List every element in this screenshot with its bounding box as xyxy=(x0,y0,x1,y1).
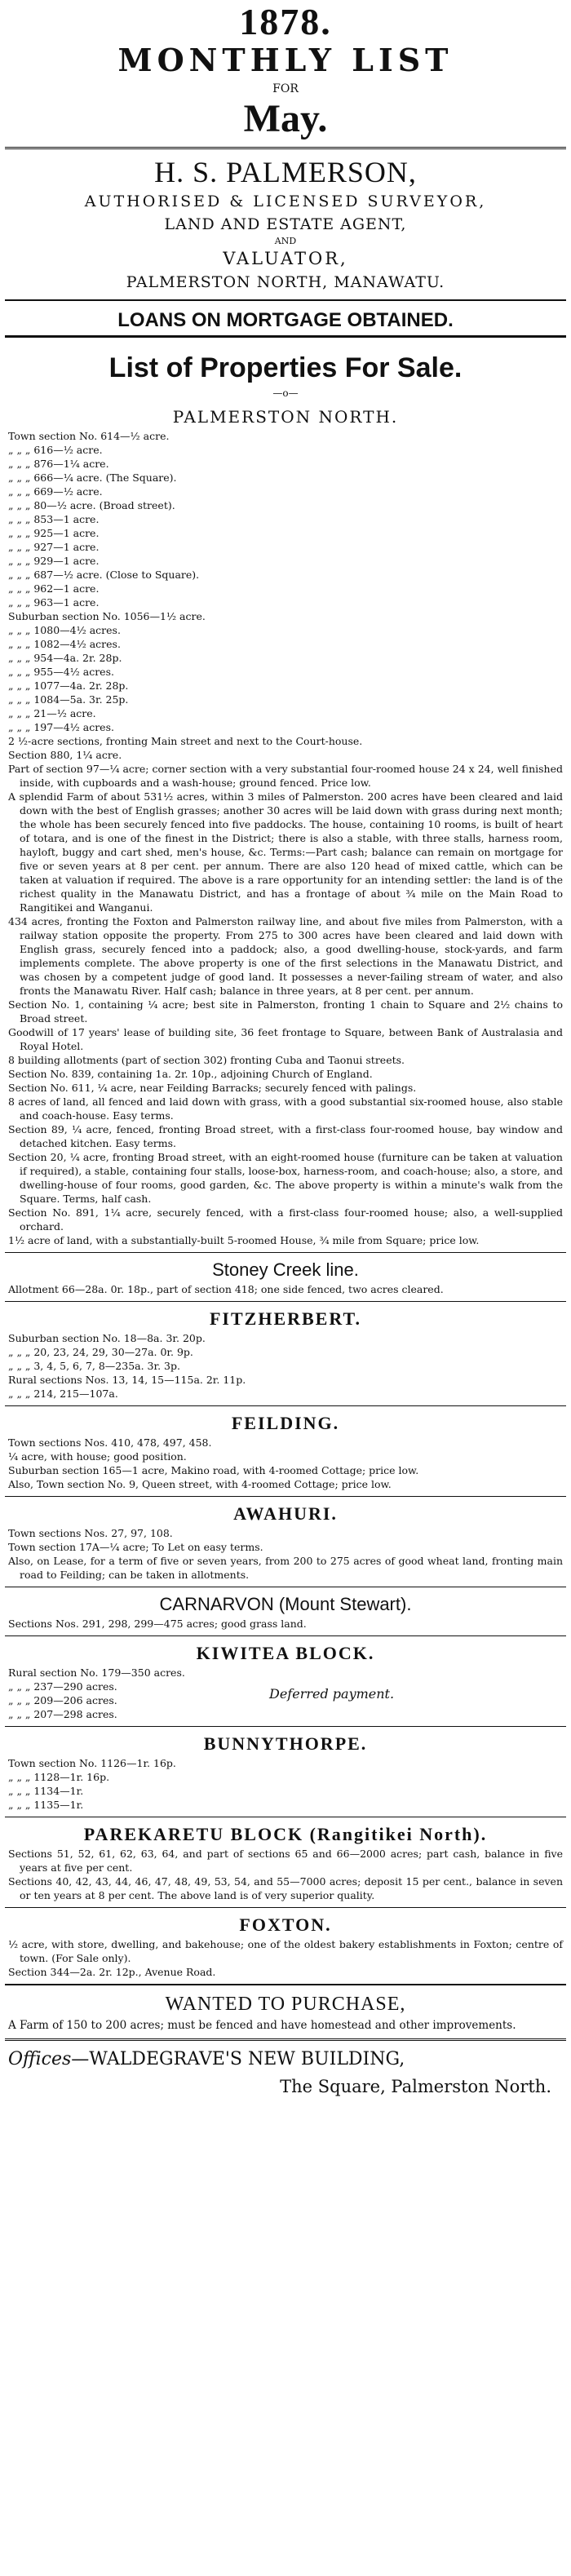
property-listing: Town sections Nos. 27, 97, 108. xyxy=(8,1527,173,1539)
month: May. xyxy=(243,97,328,140)
feilding-listings xyxy=(8,1436,563,1491)
town-section-row: „ „ „ 929—1 acre. xyxy=(8,555,100,567)
agent-name: H. S. PALMERSON, xyxy=(154,156,417,188)
square-address: The Square, Palmerston North. xyxy=(280,2077,551,2096)
wanted-heading: WANTED TO PURCHASE, xyxy=(165,1994,406,2015)
palmerston-section xyxy=(8,429,563,1247)
palmerston-listings xyxy=(8,734,563,1247)
property-listing: 2 ½-acre sections, fronting Main street and next to the Court-house. xyxy=(8,735,363,747)
agent-title-1: AUTHORISED & LICENSED SURVEYOR, xyxy=(84,193,487,210)
section-row: „ „ „ 3, 4, 5, 6, 7, 8—235a. 3r. 3p. xyxy=(8,1360,180,1372)
ornament: —o— xyxy=(272,387,299,399)
divider xyxy=(5,1635,566,1636)
section-row: „ „ „ 1128—1r. 16p. xyxy=(8,1771,110,1783)
town-section-row: „ „ „ 669—½ acre. xyxy=(8,485,103,498)
property-listing: Sections 51, 52, 61, 62, 63, 64, and part of sections 65 and 66—2000 acres; part cash, balance in five years at five per cent. xyxy=(8,1848,563,1874)
property-listing: Section No. 839, containing 1a. 2r. 10p., adjoining Church of England. xyxy=(8,1068,373,1080)
property-listing: 8 building allotments (part of section 302) fronting Cuba and Taonui streets. xyxy=(8,1054,405,1066)
property-listing: Section 89, ¼ acre, fenced, fronting Broad street, with a first-class four-roomed house, bay window and detached kitchen. Easy terms. xyxy=(8,1123,563,1149)
bunnythorpe-listings xyxy=(8,1756,563,1812)
foxton-listings xyxy=(8,1937,563,1979)
property-listing: Town sections Nos. 410, 478, 497, 458. xyxy=(8,1436,212,1449)
town-section-row: „ „ „ 925—1 acre. xyxy=(8,527,100,539)
property-listing: Allotment 66—28a. 0r. 18p., part of section 418; one side fenced, two acres cleared. xyxy=(8,1283,444,1295)
section-row: Rural section No. 179—350 acres. xyxy=(8,1666,185,1679)
property-listing: Section 344—2a. 2r. 12p., Avenue Road. xyxy=(8,1966,216,1978)
section-heading-kiwitea: KIWITEA BLOCK. xyxy=(196,1643,375,1663)
town-sections-list xyxy=(8,429,563,609)
suburban-section-row: „ „ „ 1080—4½ acres. xyxy=(8,624,121,636)
property-listing: Sections 40, 42, 43, 44, 46, 47, 48, 49, 53, 54, and 55—7000 acres; deposit 15 per cent., balance in seven or ten years at 8 per cent. The above land is of very superior quality. xyxy=(8,1875,563,1901)
list-title-banner: MONTHLY LIST xyxy=(117,42,454,78)
section-heading-carnarvon: CARNARVON (Mount Stewart). xyxy=(159,1594,412,1614)
section-row: „ „ „ 214, 215—107a. xyxy=(8,1388,118,1400)
section-row: Rural sections Nos. 13, 14, 15—115a. 2r. 11p. xyxy=(8,1374,246,1386)
property-listing: Section 880, 1¼ acre. xyxy=(8,749,122,761)
section-heading-stoney-creek: Stoney Creek line. xyxy=(212,1259,359,1280)
section-heading-fitzherbert: FITZHERBERT. xyxy=(209,1308,362,1329)
suburban-section-row: „ „ „ 1082—4½ acres. xyxy=(8,638,121,650)
town-section-row: „ „ „ 963—1 acre. xyxy=(8,596,100,609)
offices-label: Offices xyxy=(8,2049,72,2069)
divider xyxy=(5,1984,566,1985)
divider xyxy=(5,2038,566,2041)
section-row: „ „ „ 1135—1r. xyxy=(8,1799,84,1811)
carnarvon-listings xyxy=(8,1617,563,1631)
divider xyxy=(5,1496,566,1497)
offices-line xyxy=(8,2046,563,2074)
suburban-section-row: „ „ „ 21—½ acre. xyxy=(8,707,96,719)
agent-address: PALMERSTON NORTH, MANAWATU. xyxy=(126,273,445,291)
property-listing: Part of section 97—¼ acre; corner section with a very substantial four-roomed house 24 x 24, well finished inside, with cupboards and a wash-house; ground fenced. Price low. xyxy=(8,763,563,789)
agent-title-3: VALUATOR, xyxy=(223,249,348,268)
property-listing: Town section 17A—¼ acre; To Let on easy terms. xyxy=(8,1541,263,1553)
section-heading-bunnythorpe: BUNNYTHORPE. xyxy=(203,1733,368,1754)
section-heading-parekaretu: PAREKARETU BLOCK (Rangitikei North). xyxy=(83,1824,488,1844)
divider xyxy=(5,1907,566,1908)
kiwitea-listings xyxy=(8,1666,563,1721)
suburban-section-row: „ „ „ 197—4½ acres. xyxy=(8,721,114,733)
section-heading-awahuri: AWAHURI. xyxy=(233,1503,338,1524)
town-section-row: „ „ „ 962—1 acre. xyxy=(8,582,100,595)
property-listing: Section No. 1, containing ¼ acre; best site in Palmerston, fronting 1 chain to Square and 2½ chains to Broad street. xyxy=(8,998,563,1025)
awahuri-listings xyxy=(8,1526,563,1582)
property-listing: ½ acre, with store, dwelling, and bakehouse; one of the oldest bakery establishments in Foxton; centre of town. (For Sale only). xyxy=(8,1938,563,1964)
fitzherbert-listings xyxy=(8,1331,563,1401)
section-row: Town section No. 1126—1r. 16p. xyxy=(8,1757,176,1769)
divider xyxy=(5,1301,566,1302)
property-listing: ¼ acre, with house; good position. xyxy=(8,1450,187,1463)
section-row: „ „ „ 20, 23, 24, 29, 30—27a. 0r. 9p. xyxy=(8,1346,193,1358)
section-row: Suburban section No. 18—8a. 3r. 20p. xyxy=(8,1332,206,1344)
suburban-sections-list xyxy=(8,609,563,734)
loans-banner: LOANS ON MORTGAGE OBTAINED. xyxy=(117,309,454,331)
town-section-row: „ „ „ 853—1 acre. xyxy=(8,513,100,525)
divider xyxy=(5,299,566,301)
agent-and: AND xyxy=(274,236,297,246)
divider xyxy=(5,1252,566,1253)
divider xyxy=(5,1726,566,1727)
property-listing: Section No. 891, 1¼ acre, securely fenced, with a first-class four-roomed house; also, a well-supplied orchard. xyxy=(8,1206,563,1233)
property-listing: Sections Nos. 291, 298, 299—475 acres; good grass land. xyxy=(8,1618,307,1630)
suburban-section-row: Suburban section No. 1056—1½ acre. xyxy=(8,610,206,622)
property-listing: 8 acres of land, all fenced and laid down with grass, with a good substantial six-roomed house, also stable and coach-house. Easy terms. xyxy=(8,1095,563,1122)
properties-title: List of Properties For Sale. xyxy=(108,352,463,383)
property-listing: Goodwill of 17 years' lease of building site, 36 feet frontage to Square, between Bank of Australasia and Royal Hotel. xyxy=(8,1026,563,1052)
section-heading-palmerston: PALMERSTON NORTH. xyxy=(172,407,399,427)
offices-address: —WALDEGRAVE'S NEW BUILDING, xyxy=(71,2049,405,2069)
parekaretu-listings xyxy=(8,1847,563,1902)
town-section-row: „ „ „ 616—½ acre. xyxy=(8,444,103,456)
section-row: „ „ „ 207—298 acres. xyxy=(8,1708,117,1720)
for-label: FOR xyxy=(272,82,299,95)
agent-title-2: LAND AND ESTATE AGENT, xyxy=(164,215,407,233)
property-listing: Section No. 611, ¼ acre, near Feilding Barracks; securely fenced with palings. xyxy=(8,1082,417,1094)
stoney-creek-listings xyxy=(8,1282,563,1296)
town-section-row: „ „ „ 666—¼ acre. (The Square). xyxy=(8,471,177,484)
year: 1878. xyxy=(239,1,332,42)
wanted-text: A Farm of 150 to 200 acres; must be fenced and have homestead and other improvements. xyxy=(8,2019,516,2032)
property-listing: Section 20, ¼ acre, fronting Broad street, with an eight-roomed house (furniture can be taken at valuation if required), a stable, containing four stalls, loose-box, harness-room, and coach-house; also, a store, and dwelling-house of four rooms, good garden, &c. The above property is within a minute's walk from the Square. Terms, half cash. xyxy=(8,1151,563,1205)
town-section-row: „ „ „ 927—1 acre. xyxy=(8,541,100,553)
town-section-row: Town section No. 614—½ acre. xyxy=(8,430,170,442)
property-listing: Suburban section 165—1 acre, Makino road, with 4-roomed Cottage; price low. xyxy=(8,1464,419,1476)
divider xyxy=(5,147,566,149)
section-row: „ „ „ 237—290 acres. xyxy=(8,1680,117,1693)
divider xyxy=(5,335,566,338)
property-listing: 1½ acre of land, with a substantially-built 5-roomed House, ¾ mile from Square; price low. xyxy=(8,1234,480,1246)
property-listing: Also, Town section No. 9, Queen street, with 4-roomed Cottage; price low. xyxy=(8,1478,392,1490)
section-row: „ „ „ 1134—1r. xyxy=(8,1785,84,1797)
section-heading-feilding: FEILDING. xyxy=(231,1413,340,1433)
town-section-row: „ „ „ 876—1¼ acre. xyxy=(8,458,109,470)
town-section-row: „ „ „ 687—½ acre. (Close to Square). xyxy=(8,569,200,581)
town-section-row: „ „ „ 80—½ acre. (Broad street). xyxy=(8,499,175,511)
suburban-section-row: „ „ „ 1084—5a. 3r. 25p. xyxy=(8,693,129,706)
divider xyxy=(5,1405,566,1406)
section-row: „ „ „ 209—206 acres. xyxy=(8,1694,117,1706)
section-heading-foxton: FOXTON. xyxy=(239,1914,332,1935)
suburban-section-row: „ „ „ 1077—4a. 2r. 28p. xyxy=(8,679,129,692)
property-listing: 434 acres, fronting the Foxton and Palmerston railway line, and about five miles from Palmerston, with a railway station opposite the property. From 275 to 300 acres have been cleared and laid down with English grass, securely fenced into a paddock; also, a good dwelling-house, stock-yards, and farm implements complete. The above property is one of the first selections in the Manawatu District, and was chosen by a competent judge of good land. It possesses a never-failing stream of water, and also fronts the Manawatu River. Half cash; balance in three years, at 8 per cent. per annum. xyxy=(8,915,563,997)
property-listing: A splendid Farm of about 531½ acres, within 3 miles of Palmerston. 200 acres have been cleared and laid down with the best of English grasses; another 30 acres will be laid down with grass during next month; the whole has been securely fenced into five paddocks. The house, containing 10 rooms, is built of heart of totara, and is one of the finest in the District; there is also a stable, with three stalls, harness room, hayloft, buggy and cart shed, men's house, &c. Terms:—Part cash; balance can remain on mortgage for five or seven years at 8 per cent. per annum. There are also 120 head of mixed cattle, which can be taken at valuation if required. The above is a rare opportunity for an intending settler: the land is of the richest quality in the Manawatu District, and has a frontage of about ¾ mile on the Main Road to Rangitikei and Wanganui. xyxy=(8,790,563,914)
suburban-section-row: „ „ „ 955—4½ acres. xyxy=(8,666,114,678)
deferred-payment-note: Deferred payment. xyxy=(269,1686,395,1702)
suburban-section-row: „ „ „ 954—4a. 2r. 28p. xyxy=(8,652,122,664)
property-listing: Also, on Lease, for a term of five or seven years, from 200 to 275 acres of good wheat land, fronting main road to Feilding; can be taken in allotments. xyxy=(8,1555,563,1581)
